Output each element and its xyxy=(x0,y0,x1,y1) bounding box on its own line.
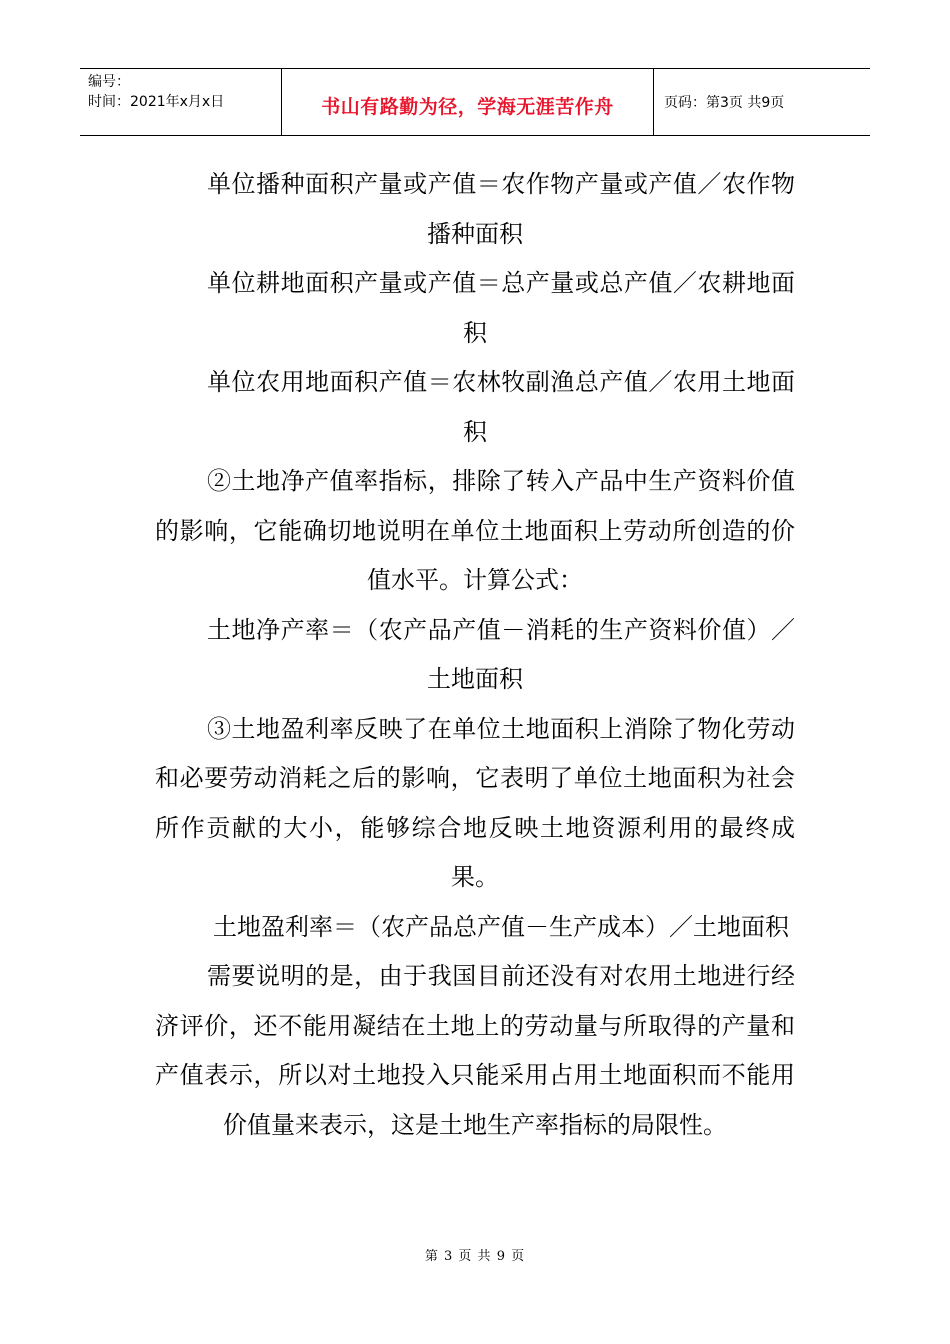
header-page-info: 页码：第3页 共9页 xyxy=(664,95,785,111)
header-meta-cell xyxy=(80,69,282,135)
document-body xyxy=(155,160,795,1150)
paragraph: 单位耕地面积产量或产值＝总产量或总产值／农耕地面积 xyxy=(207,269,795,347)
paragraph: ③土地盈利率反映了在单位土地面积上消除了物化劳动和必要劳动消耗之后的影响，它表明了单位土地面积为社会所作贡献的大小，能够综合地反映土地资源利用的最终成果。 xyxy=(155,714,795,891)
header-motto: 书山有路勤为径，学海无涯苦作舟 xyxy=(321,95,614,118)
header-page-cell xyxy=(654,69,870,135)
page-footer xyxy=(0,1245,950,1264)
paragraph: 需要说明的是，由于我国目前还没有对农用土地进行经济评价，还不能用凝结在土地上的劳动量与所取得的产量和产值表示，所以对土地投入只能采用占用土地面积而不能用价值量来表示，这是土地生产率指标的局限性。 xyxy=(155,962,795,1139)
footer-page-number: 第 3 页 共 9 页 xyxy=(424,1249,526,1264)
paragraph: 单位播种面积产量或产值＝农作物产量或产值／农作物播种面积 xyxy=(207,170,795,248)
paragraph: 土地净产率＝（农产品产值－消耗的生产资料价值）／土地面积 xyxy=(207,615,795,693)
document-number-label: 编号： xyxy=(88,74,130,90)
paragraph: 土地盈利率＝（农产品总产值－生产成本）／土地面积 xyxy=(213,912,789,941)
document-date-label: 时间：2021年x月x日 xyxy=(88,94,225,110)
paragraph: 单位农用地面积产值＝农林牧副渔总产值／农用土地面积 xyxy=(207,368,795,446)
page-header xyxy=(80,68,870,136)
header-motto-cell xyxy=(282,69,654,135)
paragraph: ②土地净产值率指标，排除了转入产品中生产资料价值的影响，它能确切地说明在单位土地面积上劳动所创造的价值水平。计算公式： xyxy=(155,467,795,594)
